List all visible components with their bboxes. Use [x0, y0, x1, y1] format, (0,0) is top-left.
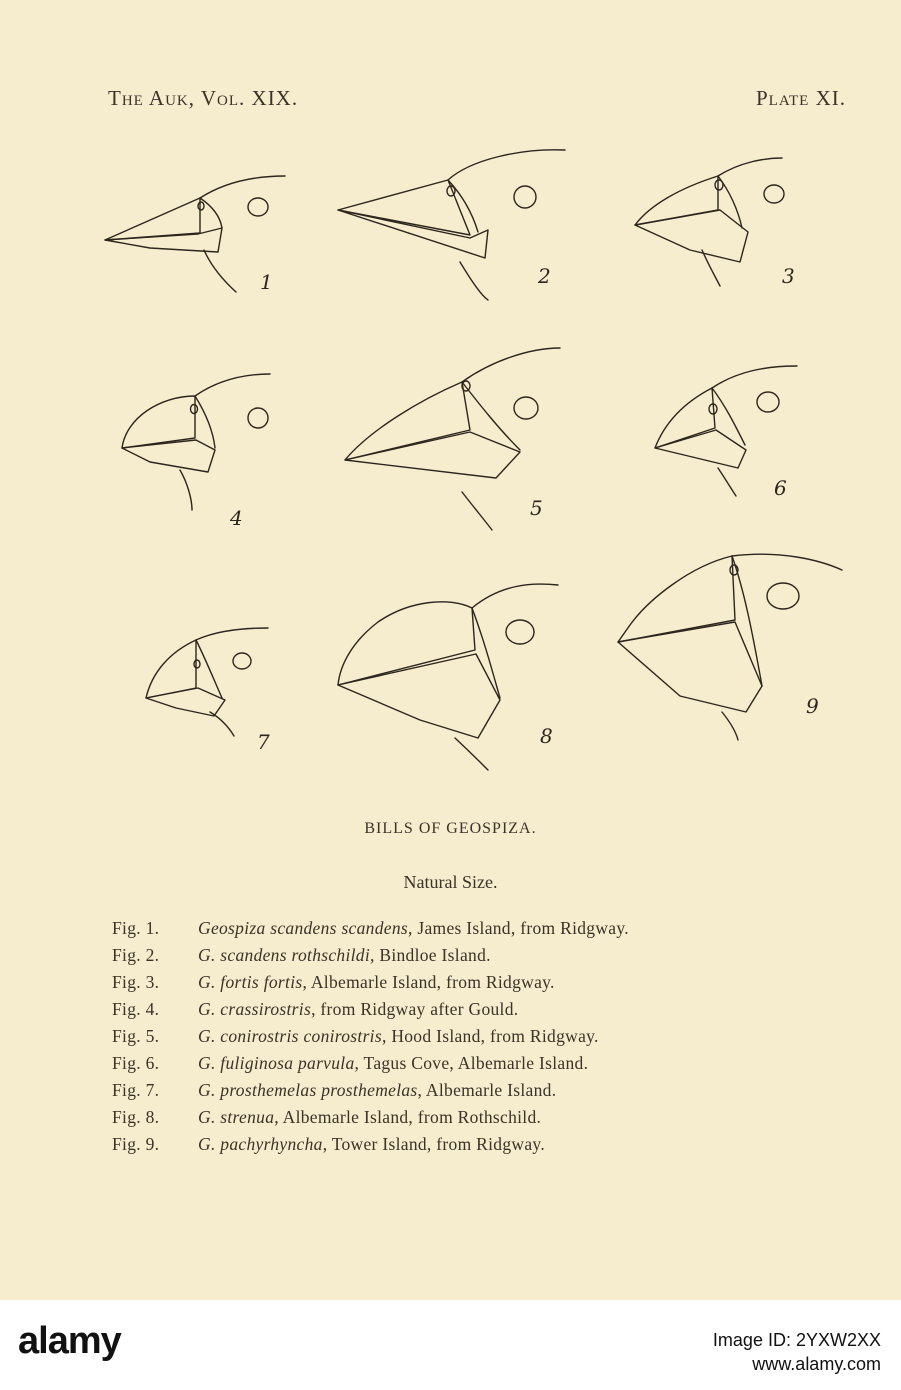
figure-number-9: 9 [806, 694, 819, 718]
figure-locality: , from Ridgway after Gould. [311, 999, 519, 1019]
bill-drawing-4 [122, 374, 270, 510]
figure-locality: , Tower Island, from Ridgway. [322, 1134, 546, 1154]
plate-subtitle: Natural Size. [403, 872, 498, 892]
figure-label: Fig. 9. [112, 1134, 160, 1154]
figure-number-7: 7 [257, 730, 270, 754]
species-name: G. crassirostris [198, 999, 312, 1019]
figure-number-8: 8 [540, 724, 553, 748]
figure-number-2: 2 [538, 264, 551, 288]
figure-locality: , Albemarle Island, from Rothschild. [274, 1107, 542, 1127]
bill-drawing-3 [635, 158, 784, 286]
bill-drawing-8 [338, 584, 558, 770]
plate-number: Plate XI. [756, 86, 846, 110]
figure-number-1: 1 [260, 270, 273, 294]
plate-title: BILLS OF GEOSPIZA. [364, 820, 537, 837]
figure-legend-row [112, 918, 629, 945]
bill-drawing-5 [345, 348, 560, 530]
figure-number-4: 4 [230, 506, 243, 530]
figure-legend-row [112, 945, 629, 972]
species-name: G. scandens rothschildi [198, 945, 371, 965]
figure-locality: , Albemarle Island. [417, 1080, 557, 1100]
figure-locality: , Hood Island, from Ridgway. [381, 1026, 599, 1046]
bill-drawing-2 [338, 150, 565, 300]
figure-label: Fig. 7. [112, 1080, 160, 1100]
figure-locality: , Tagus Cove, Albemarle Island. [354, 1053, 589, 1073]
species-name: G. prosthemelas prosthemelas [198, 1080, 418, 1100]
figure-label: Fig. 4. [112, 999, 160, 1019]
species-name: G. strenua [198, 1107, 275, 1127]
watermark-image-id: Image ID: 2YXW2XX [712, 1330, 881, 1350]
figure-locality: , Bindloe Island. [370, 945, 491, 965]
running-header-left: The Auk, Vol. XIX. [108, 86, 299, 110]
figure-label: Fig. 5. [112, 1026, 160, 1046]
bill-drawing-1 [105, 176, 285, 292]
species-name: G. pachyrhyncha [198, 1134, 323, 1154]
figure-legend-row [112, 1026, 629, 1053]
figure-legend-row [112, 1107, 629, 1134]
figure-legend [112, 918, 629, 1161]
bill-drawing-7 [146, 628, 268, 736]
figure-label: Fig. 3. [112, 972, 160, 992]
figure-locality: , James Island, from Ridgway. [408, 918, 629, 938]
watermark-site: www.alamy.com [752, 1354, 881, 1374]
figure-legend-row [112, 1134, 629, 1161]
species-name: Geospiza scandens scandens [198, 918, 408, 938]
figure-legend-row [112, 1053, 629, 1080]
figure-locality: , Albemarle Island, from Ridgway. [302, 972, 555, 992]
figure-number-6: 6 [774, 476, 787, 500]
figure-legend-row [112, 999, 629, 1026]
watermark-id [713, 1328, 881, 1376]
figure-legend-row [112, 1080, 629, 1107]
figure-label: Fig. 1. [112, 918, 160, 938]
figure-label: Fig. 6. [112, 1053, 160, 1073]
figure-legend-row [112, 972, 629, 999]
watermark-logo: alamy [18, 1320, 121, 1362]
species-name: G. conirostris conirostris [198, 1026, 382, 1046]
figure-number-5: 5 [530, 496, 543, 520]
species-name: G. fuliginosa parvula [198, 1053, 355, 1073]
figure-label: Fig. 8. [112, 1107, 160, 1127]
figure-number-3: 3 [782, 264, 795, 288]
figure-label: Fig. 2. [112, 945, 160, 965]
species-name: G. fortis fortis [198, 972, 303, 992]
